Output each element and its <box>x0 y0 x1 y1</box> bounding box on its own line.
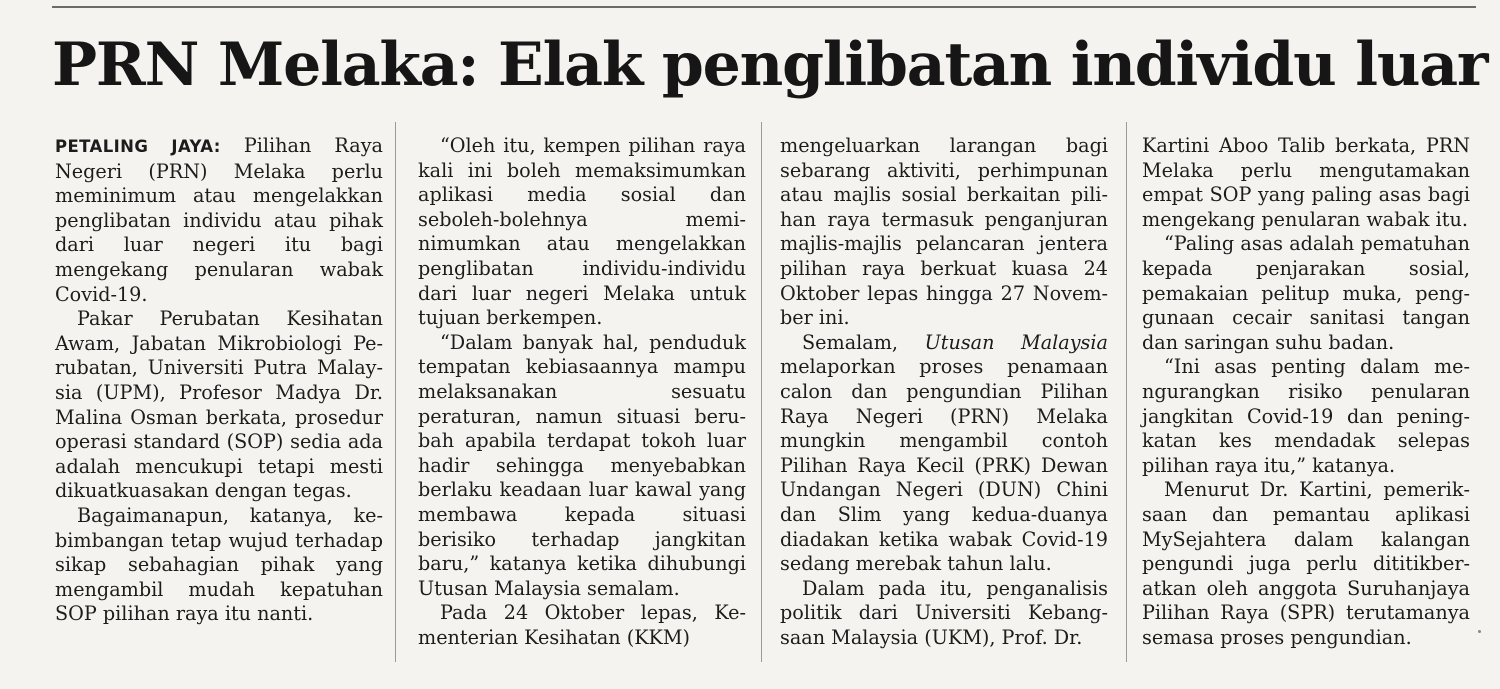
column-rule <box>761 122 762 662</box>
article-column-2 <box>418 134 746 650</box>
article-column-3 <box>780 134 1108 650</box>
paragraph: Bagaimanapun, katanya, kebimbangan tetap wujud terhadap sikap sebahagian pihak yang mengambil mudah kepatuhan SOP pilihan raya itu nanti. <box>55 503 383 626</box>
paragraph: Pada 24 Oktober lepas, Kementerian Kesihatan (KKM) <box>418 601 746 649</box>
publication-name: Utusan Malaysia <box>924 330 1108 354</box>
paragraph: “Dalam banyak hal, penduduk tempatan kebiasaannya mampu melaksanakan sesuatu peraturan, namun situasi berubah apabila terdapat tokoh luar hadir sehingga menyebabkan berlaku keadaan luar kawal yang membawa kepada situasi berisiko terhadap jangkitan baru,” katanya ketika dihubungi Utusan Malaysia semalam. <box>418 330 746 600</box>
paragraph: “Oleh itu, kempen pilihan raya kali ini boleh memaksimumkan aplikasi media sosial dan seboleh-bolehnya meminimumkan atau mengelakkan penglibatan individu-individu dari luar negeri Melaka untuk tujuan berkempen. <box>418 134 746 330</box>
paragraph: Menurut Dr. Kartini, pemeriksaan dan pemantau aplikasi MySejahtera dalam kalangan pengundi juga perlu dititikberatkan oleh anggota Suruhanjaya Pilihan Raya (SPR) terutamanya semasa proses pengundian. <box>1142 478 1470 649</box>
headline: PRN Melaka: Elak penglibatan individu luar <box>52 30 1488 100</box>
article-column-4 <box>1142 134 1470 650</box>
paragraph-text: Pilihan Raya Negeri (PRN) Melaka perlu meminimum atau mengelakkan penglibatan individu atau pihak dari luar negeri itu bagi mengekang penularan wabak Covid-19. <box>55 134 383 306</box>
article-column-1 <box>55 134 383 627</box>
paragraph: Dalam pada itu, penganalisis politik dari Universiti Kebangsaan Malaysia (UKM), Prof. Dr. <box>780 576 1108 649</box>
paragraph: “Ini asas penting dalam mengurangkan risiko penularan jangkitan Covid-19 dan peningkatan kes mendadak selepas pilihan raya itu,” katanya. <box>1142 355 1470 477</box>
paragraph <box>55 134 383 307</box>
paragraph <box>780 331 1108 577</box>
paragraph: Kartini Aboo Talib berkata, PRN Melaka perlu mengutamakan empat SOP yang paling asas bagi mengekang penularan wabak itu. <box>1142 134 1470 231</box>
top-rule <box>52 6 1476 8</box>
ink-speck <box>1478 630 1481 633</box>
paragraph: Pakar Perubatan Kesihatan Awam, Jabatan Mikrobiologi Perubatan, Universiti Putra Malaysia (UPM), Profesor Madya Dr. Malina Osman berkata, prosedur operasi standard (SOP) sedia ada adalah mencukupi tetapi mesti dikuatkuasakan dengan tegas. <box>55 307 383 503</box>
paragraph: “Paling asas adalah pematuhan kepada penjarakan sosial, pemakaian pelitup muka, penggunaan cecair sanitasi tangan dan saringan suhu badan. <box>1142 232 1470 354</box>
column-rule <box>395 122 396 662</box>
column-rule <box>1126 122 1127 662</box>
paragraph-text: melaporkan proses penamaan calon dan pengundian Pilihan Raya Negeri (PRN) Melaka mungkin mengambil contoh Pilihan Raya Kecil (PRK) Dewan Undangan Negeri (DUN) Chini dan Slim yang kedua-duanya diadakan ketika wabak Covid-19 sedang merebak tahun lalu. <box>780 355 1108 576</box>
paragraph-text: Semalam, <box>802 330 899 354</box>
dateline: PETALING JAYA: <box>55 137 221 156</box>
paragraph: mengeluarkan larangan bagi sebarang aktiviti, perhimpunan atau majlis sosial berkaitan pilihan raya termasuk penganjuran majlis-majlis pelancaran jentera pilihan raya berkuat kuasa 24 Oktober lepas hingga 27 November ini. <box>780 134 1108 330</box>
